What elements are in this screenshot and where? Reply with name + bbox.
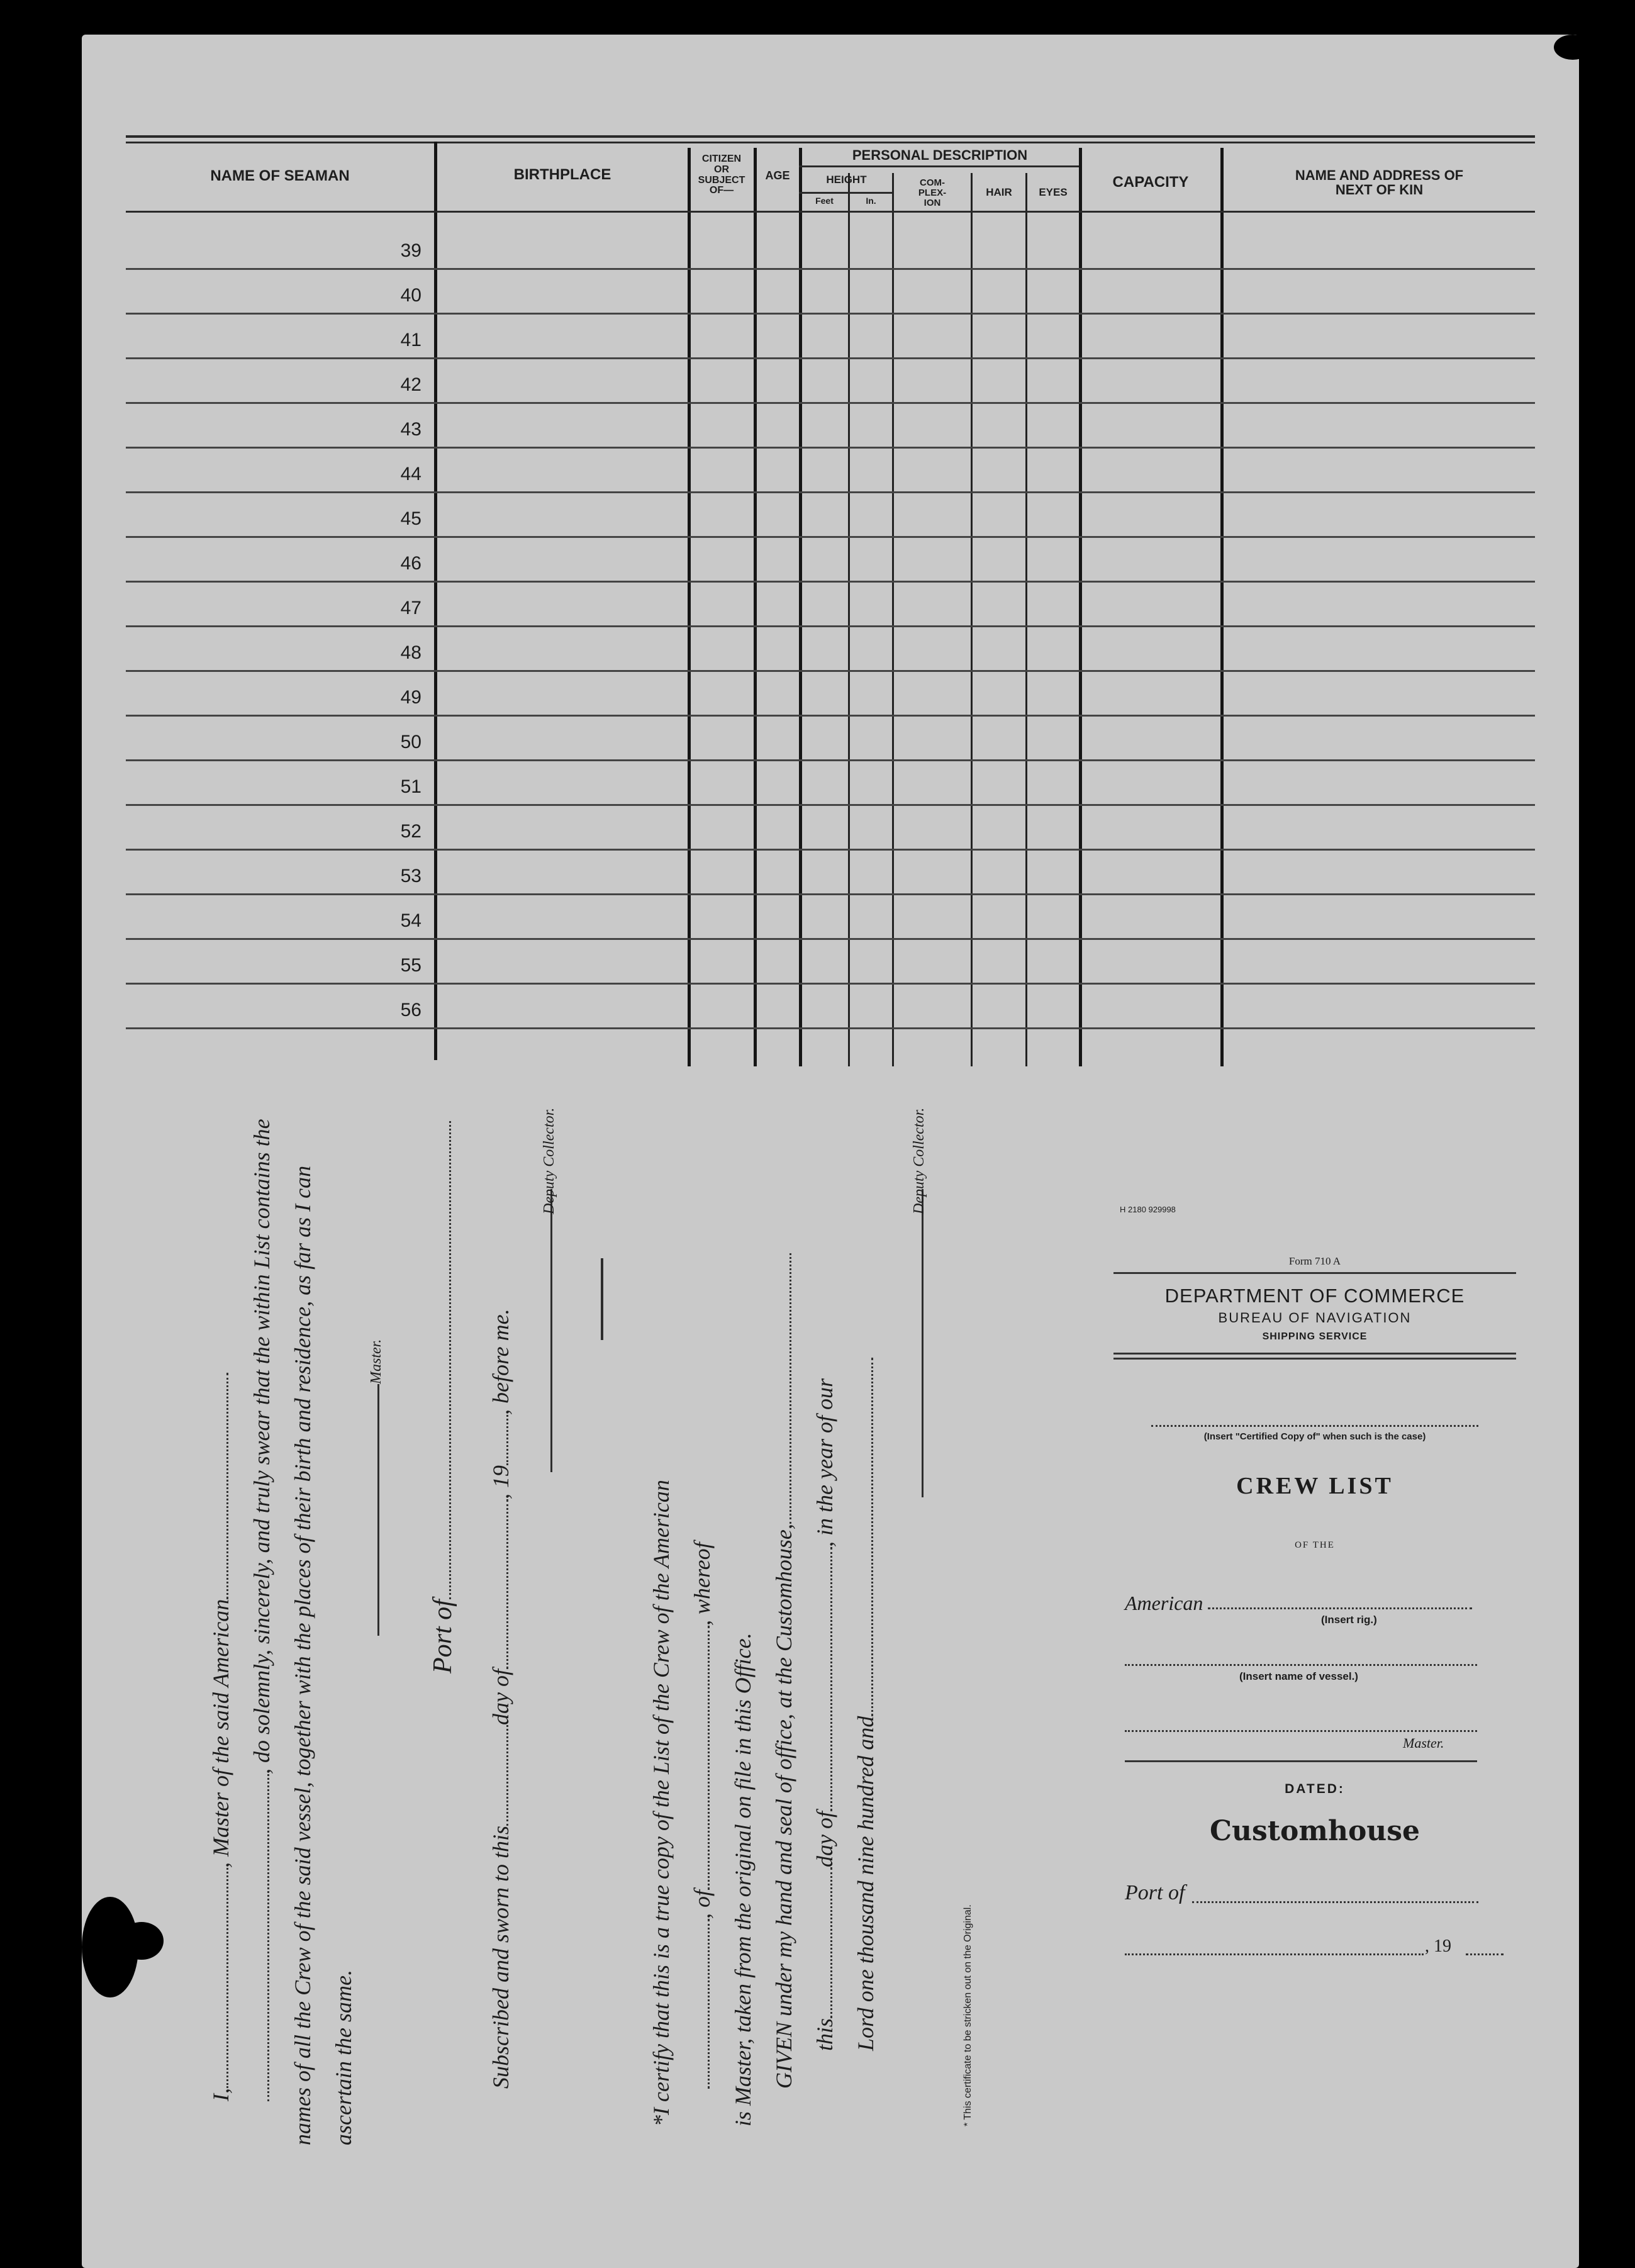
table-row	[126, 804, 1535, 806]
table-row	[126, 670, 1535, 672]
certify-line-1: *I certify that this is a true copy of the List of the Crew of the American	[649, 1480, 674, 2126]
oath-certificate	[208, 994, 1088, 2145]
table-row	[126, 357, 1535, 359]
header-capacity: CAPACITY	[1112, 174, 1189, 191]
lord-text: Lord one thousand nine hundred and	[853, 1716, 878, 2051]
crew-list-title: CREW LIST	[1236, 1473, 1393, 1499]
row-number: 55	[400, 955, 421, 976]
header-citizen	[689, 154, 754, 196]
table-row	[126, 893, 1535, 895]
row-number: 39	[400, 240, 421, 261]
row-number: 49	[400, 687, 421, 708]
certify-of: , of	[689, 1889, 715, 1919]
header-eyes: EYES	[1039, 186, 1068, 198]
torn-edge	[1554, 35, 1592, 60]
row-number: 47	[400, 598, 421, 618]
row-number: 54	[400, 910, 421, 931]
subscribed-line	[488, 1309, 514, 2089]
table-row	[126, 983, 1535, 985]
header-birthplace: BIRTHPLACE	[513, 166, 611, 183]
table-row	[126, 268, 1535, 270]
table-row	[126, 581, 1535, 583]
row-number: 52	[400, 821, 421, 842]
row-number: 51	[400, 776, 421, 797]
of-the-label: OF THE	[1295, 1540, 1335, 1550]
header-kin-line: NAME AND ADDRESS OF	[1295, 167, 1464, 183]
oath-i: I,	[208, 2088, 233, 2101]
oath-line-4: ascertain the same.	[331, 1970, 356, 2145]
subscribed-day-of: day of	[488, 1668, 513, 1725]
table-row	[126, 759, 1535, 761]
american-label: American	[1125, 1592, 1203, 1614]
insert-certified-note: (Insert "Certified Copy of" when such is the case)	[1203, 1431, 1426, 1442]
header-age: AGE	[765, 169, 790, 182]
subscribed-text: Subscribed and sworn to this	[488, 1825, 513, 2089]
customhouse-label: Customhouse	[1209, 1815, 1420, 1847]
row-number: 44	[400, 464, 421, 484]
insert-vessel-note: (Insert name of vessel.)	[1239, 1670, 1358, 1682]
header-citizen-line: SUBJECT	[698, 174, 745, 186]
table-row	[126, 715, 1535, 717]
oath-swear: , do solemnly, sincerely, and truly swear that the within List contains the	[249, 1119, 274, 1774]
given-year-of-our: , in the year of our	[812, 1378, 837, 1547]
subscribed-year: , 19	[488, 1465, 513, 1499]
header-complexion	[894, 178, 971, 208]
deputy-collector-2: Deputy Collector.	[911, 1107, 927, 1214]
subscribed-before-me: , before me.	[488, 1309, 513, 1415]
row-number: 56	[400, 1000, 421, 1020]
lord-line	[852, 1358, 879, 2051]
header-personal-description: PERSONAL DESCRIPTION	[852, 147, 1028, 163]
row-number: 46	[400, 553, 421, 574]
table-row	[126, 849, 1535, 851]
oath-line-3: names of all the Crew of the said vessel, together with the places of their birth and residence, as far as I can	[290, 1165, 315, 2145]
master-label: Master.	[1403, 1735, 1444, 1751]
oath-line-2	[248, 1119, 275, 2101]
crew-list-cover	[1113, 1195, 1516, 1969]
certificate-footnote: * This certificate to be stricken out on the Original.	[963, 1904, 973, 2126]
header-feet: Feet	[815, 196, 834, 206]
table-row	[126, 491, 1535, 493]
table-row	[126, 402, 1535, 404]
bureau-title: BUREAU OF NAVIGATION	[1218, 1310, 1412, 1326]
oath-line-1	[208, 1373, 234, 2101]
given-date-line	[812, 1378, 838, 2051]
header-complexion-line: PLEX-	[918, 187, 947, 198]
table-row	[126, 313, 1535, 315]
service-title: SHIPPING SERVICE	[1262, 1331, 1368, 1342]
given-text: GIVEN under my hand and seal of office, at the Customhouse,	[771, 1524, 796, 2089]
oath-master-of: , Master of the said American	[208, 1599, 233, 1868]
header-height: HEIGHT	[826, 174, 867, 186]
given-line	[771, 1253, 797, 2089]
header-citizen-line: CITIZEN	[701, 154, 742, 164]
table-row	[126, 536, 1535, 538]
print-code: H 2180 929998	[1120, 1205, 1176, 1214]
row-number: 45	[400, 508, 421, 529]
department-title: DEPARTMENT OF COMMERCE	[1164, 1285, 1465, 1307]
row-number: 41	[400, 330, 421, 350]
given-this: this	[812, 2018, 837, 2051]
torn-edge	[120, 1922, 164, 1960]
port-of-label: Port of	[1125, 1881, 1185, 1904]
row-number: 40	[400, 285, 421, 306]
crew-table	[126, 135, 1535, 1054]
given-day-of: day of	[812, 1811, 837, 1867]
dated-label: DATED:	[1285, 1782, 1345, 1796]
port-of-line	[428, 1121, 458, 1673]
port-of-label: Port of	[428, 1599, 457, 1673]
row-number: 42	[400, 374, 421, 395]
row-number: 50	[400, 732, 421, 752]
header-next-of-kin	[1224, 168, 1535, 197]
row-number: 48	[400, 642, 421, 663]
row-number: 43	[400, 419, 421, 440]
header-name-of-seaman: NAME OF SEAMAN	[210, 167, 350, 184]
table-row	[126, 938, 1535, 940]
header-complexion-line: COM-	[920, 177, 945, 188]
header-complexion-line: ION	[924, 197, 941, 208]
header-hair: HAIR	[986, 186, 1012, 198]
header-inches: In.	[866, 196, 876, 206]
header-kin-line: NEXT OF KIN	[1335, 182, 1424, 198]
year-label: , 19	[1425, 1936, 1451, 1956]
deputy-collector-1: Deputy Collector.	[541, 1107, 557, 1214]
certify-whereof: , whereof	[689, 1542, 715, 1626]
certify-line-3: is Master, taken from the original on file in this Office.	[730, 1633, 756, 2126]
header-citizen-line: OR	[714, 164, 729, 175]
table-row	[126, 447, 1535, 449]
certify-line-2	[689, 1542, 715, 2089]
table-row	[126, 625, 1535, 627]
row-number: 53	[400, 866, 421, 886]
master-signature-label: Master.	[368, 1339, 384, 1384]
insert-rig-note: (Insert rig.)	[1321, 1614, 1377, 1626]
form-number: Form 710 A	[1288, 1255, 1341, 1267]
header-citizen-line: OF—	[709, 185, 734, 196]
